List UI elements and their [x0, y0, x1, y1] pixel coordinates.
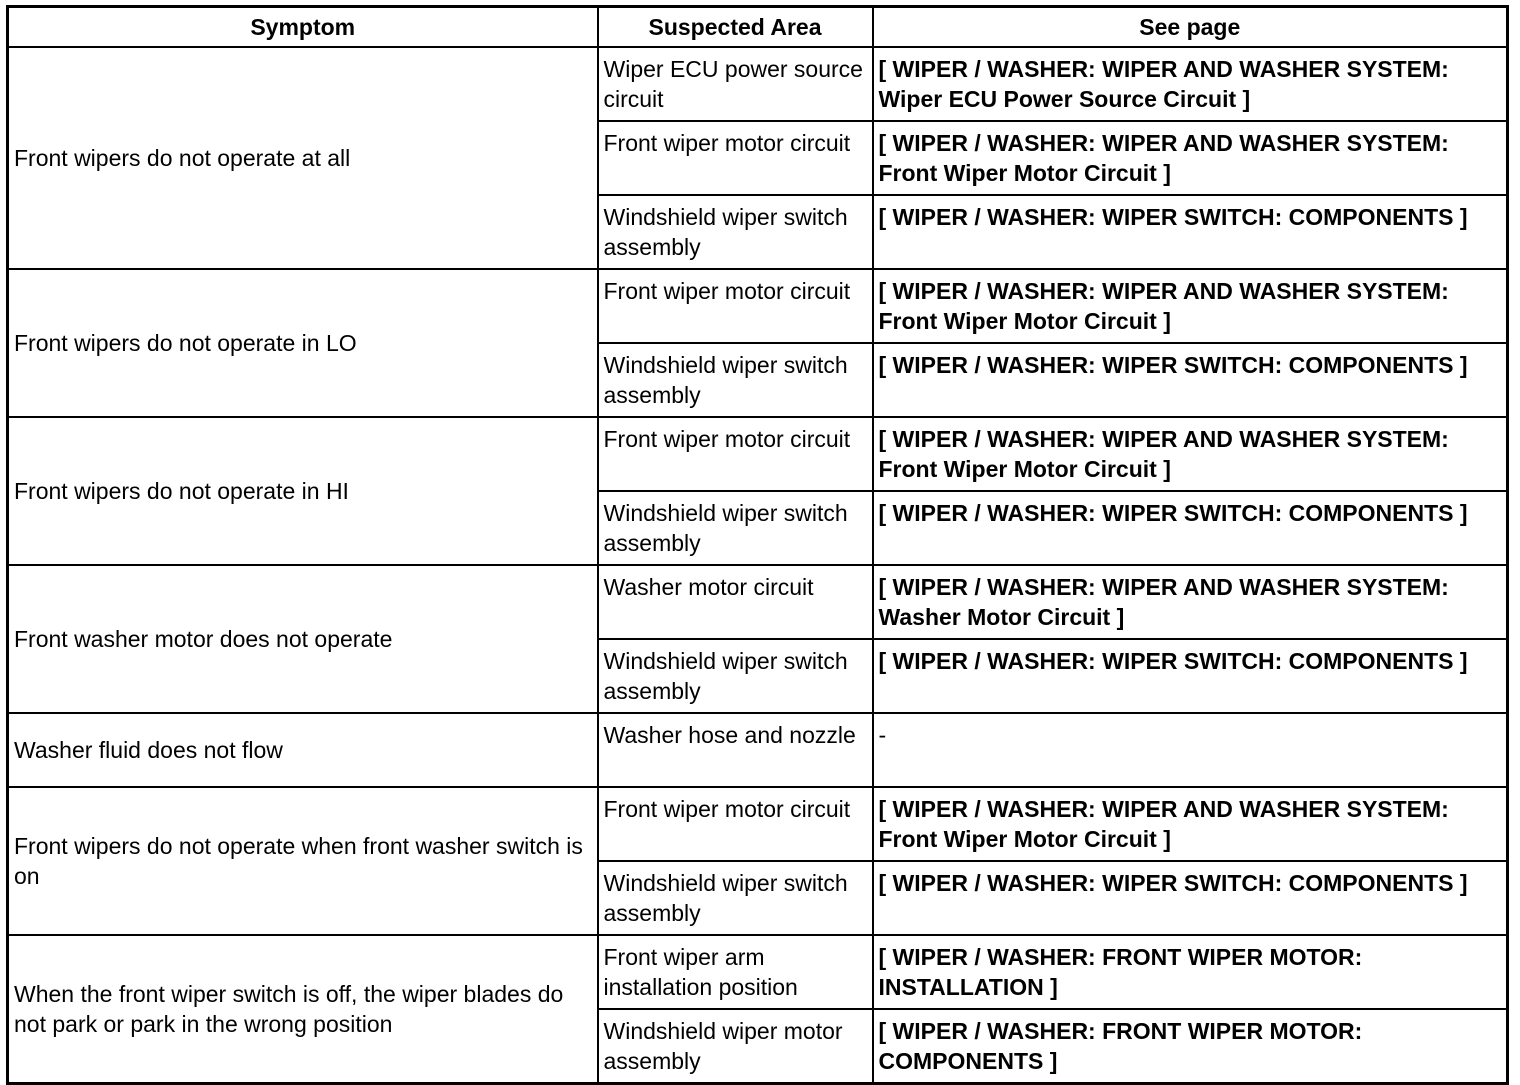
suspected-area-cell: Front wiper motor circuit [598, 269, 873, 343]
see-page-link[interactable]: [ WIPER / WASHER: WIPER AND WASHER SYSTEM: Front Wiper Motor Circuit ] [873, 269, 1508, 343]
symptom-cell: Front washer motor does not operate [8, 565, 598, 713]
table-row [8, 269, 1508, 343]
suspected-area-cell: Front wiper motor circuit [598, 121, 873, 195]
symptom-cell: Front wipers do not operate when front washer switch is on [8, 787, 598, 935]
suspected-area-cell: Front wiper arm installation position [598, 935, 873, 1009]
suspected-area-cell: Front wiper motor circuit [598, 787, 873, 861]
table-row [8, 713, 1508, 787]
symptom-cell: Front wipers do not operate in LO [8, 269, 598, 417]
table-row [8, 417, 1508, 491]
see-page-link[interactable]: [ WIPER / WASHER: WIPER SWITCH: COMPONENTS ] [873, 639, 1508, 713]
suspected-area-cell: Windshield wiper switch assembly [598, 491, 873, 565]
header-symptom: Symptom [8, 7, 598, 48]
see-page-link[interactable]: [ WIPER / WASHER: WIPER AND WASHER SYSTEM: Washer Motor Circuit ] [873, 565, 1508, 639]
see-page-link[interactable]: [ WIPER / WASHER: WIPER AND WASHER SYSTEM: Front Wiper Motor Circuit ] [873, 121, 1508, 195]
suspected-area-cell: Washer motor circuit [598, 565, 873, 639]
symptom-cell: Front wipers do not operate at all [8, 47, 598, 269]
symptom-table [6, 5, 1509, 1085]
table-row [8, 47, 1508, 121]
suspected-area-cell: Windshield wiper switch assembly [598, 343, 873, 417]
table-row [8, 935, 1508, 1009]
see-page-link[interactable]: [ WIPER / WASHER: WIPER SWITCH: COMPONENTS ] [873, 491, 1508, 565]
symptom-cell: Front wipers do not operate in HI [8, 417, 598, 565]
symptom-cell: When the front wiper switch is off, the wiper blades do not park or park in the wrong position [8, 935, 598, 1084]
see-page-link[interactable]: [ WIPER / WASHER: FRONT WIPER MOTOR: INSTALLATION ] [873, 935, 1508, 1009]
see-page-link[interactable]: [ WIPER / WASHER: WIPER AND WASHER SYSTEM: Front Wiper Motor Circuit ] [873, 417, 1508, 491]
header-see-page: See page [873, 7, 1508, 48]
table-row [8, 565, 1508, 639]
suspected-area-cell: Washer hose and nozzle [598, 713, 873, 787]
see-page-cell: - [873, 713, 1508, 787]
symptom-cell: Washer fluid does not flow [8, 713, 598, 787]
suspected-area-cell: Windshield wiper switch assembly [598, 861, 873, 935]
suspected-area-cell: Wiper ECU power source circuit [598, 47, 873, 121]
suspected-area-cell: Windshield wiper switch assembly [598, 195, 873, 269]
suspected-area-cell: Front wiper motor circuit [598, 417, 873, 491]
table-row [8, 787, 1508, 861]
see-page-link[interactable]: [ WIPER / WASHER: WIPER SWITCH: COMPONENTS ] [873, 195, 1508, 269]
suspected-area-cell: Windshield wiper switch assembly [598, 639, 873, 713]
suspected-area-cell: Windshield wiper motor assembly [598, 1009, 873, 1084]
see-page-link[interactable]: [ WIPER / WASHER: WIPER SWITCH: COMPONENTS ] [873, 343, 1508, 417]
header-suspected-area: Suspected Area [598, 7, 873, 48]
see-page-link[interactable]: [ WIPER / WASHER: WIPER AND WASHER SYSTEM: Wiper ECU Power Source Circuit ] [873, 47, 1508, 121]
see-page-link[interactable]: [ WIPER / WASHER: FRONT WIPER MOTOR: COMPONENTS ] [873, 1009, 1508, 1084]
header-row [8, 7, 1508, 48]
see-page-link[interactable]: [ WIPER / WASHER: WIPER SWITCH: COMPONENTS ] [873, 861, 1508, 935]
see-page-link[interactable]: [ WIPER / WASHER: WIPER AND WASHER SYSTEM: Front Wiper Motor Circuit ] [873, 787, 1508, 861]
